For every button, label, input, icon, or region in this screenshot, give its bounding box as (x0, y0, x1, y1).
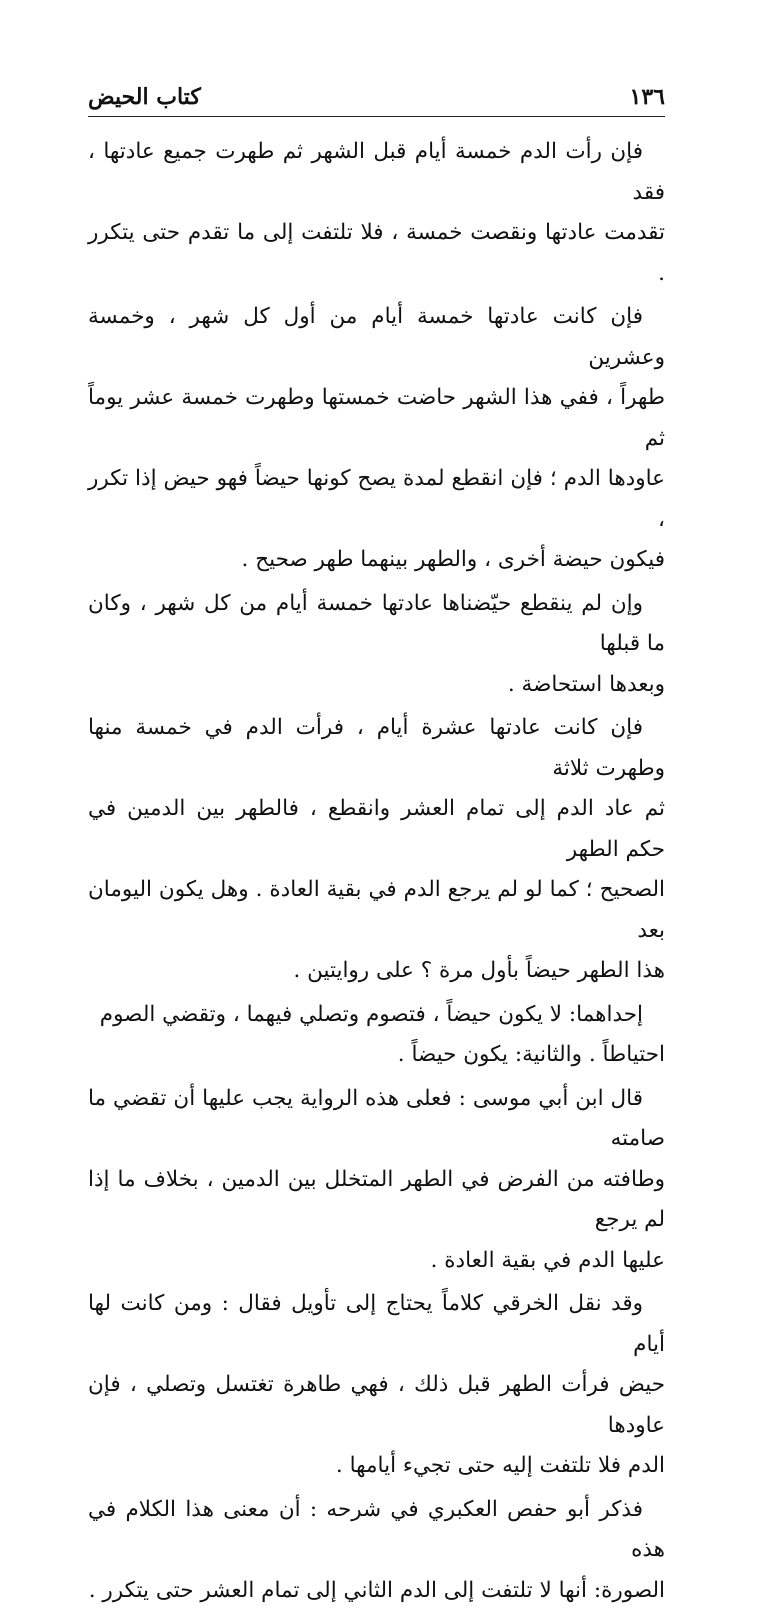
text-line: فإن رأت الدم خمسة أيام قبل الشهر ثم طهرت جميع عادتها ، فقد (88, 132, 665, 213)
text-line: إحداهما: لا يكون حيضاً ، فتصوم وتصلي فيهما ، وتقضي الصوم (88, 995, 665, 1036)
text-line: هذا الطهر حيضاً بأول مرة ؟ على روايتين . (88, 951, 665, 992)
chapter-title: كتاب الحيض (88, 84, 201, 110)
text-line: احتياطاً . والثانية: يكون حيضاً . (88, 1035, 665, 1076)
text-line: فذكر أبو حفص العكبري في شرحه : أن معنى هذا الكلام في هذه (88, 1490, 665, 1571)
text-line: الصحيح ؛ كما لو لم يرجع الدم في بقية العادة . وهل يكون اليومان بعد (88, 870, 665, 951)
text-line: وبعدها استحاضة . (88, 665, 665, 706)
text-line: فيكون حيضة أخرى ، والطهر بينهما طهر صحيح . (88, 540, 665, 581)
text-line: فإن كانت عادتها عشرة أيام ، فرأت الدم في خمسة منها وطهرت ثلاثة (88, 708, 665, 789)
text-line: طهراً ، ففي هذا الشهر حاضت خمستها وطهرت خمسة عشر يوماً ثم (88, 378, 665, 459)
text-line: قال ابن أبي موسى : فعلى هذه الرواية يجب عليها أن تقضي ما صامته (88, 1079, 665, 1160)
text-line: فإن كانت عادتها خمسة أيام من أول كل شهر ، وخمسة وعشرين (88, 297, 665, 378)
text-line: حيض فرأت الطهر قبل ذلك ، فهي طاهرة تغتسل وتصلي ، فإن عاودها (88, 1365, 665, 1446)
page-number: ١٣٦ (630, 84, 665, 110)
text-line: الصورة: أنها لا تلتفت إلى الدم الثاني إلى تمام العشر حتى يتكرر . (88, 1571, 665, 1611)
text-line: عليها الدم في بقية العادة . (88, 1241, 665, 1282)
body-text (88, 132, 665, 1611)
text-line: عاودها الدم ؛ فإن انقطع لمدة يصح كونها حيضاً فهو حيض إذا تكرر ، (88, 459, 665, 540)
page-header (88, 74, 665, 117)
text-line: وطافته من الفرض في الطهر المتخلل بين الدمين ، بخلاف ما إذا لم يرجع (88, 1160, 665, 1241)
text-line: تقدمت عادتها ونقصت خمسة ، فلا تلتفت إلى ما تقدم حتى يتكرر . (88, 213, 665, 294)
text-line: ثم عاد الدم إلى تمام العشر وانقطع ، فالطهر بين الدمين في حكم الطهر (88, 789, 665, 870)
text-line: وقد نقل الخرقي كلاماً يحتاج إلى تأويل فقال : ومن كانت لها أيام (88, 1284, 665, 1365)
text-line: وإن لم ينقطع حيّضناها عادتها خمسة أيام من كل شهر ، وكان ما قبلها (88, 584, 665, 665)
text-line: الدم فلا تلتفت إليه حتى تجيء أيامها . (88, 1446, 665, 1487)
